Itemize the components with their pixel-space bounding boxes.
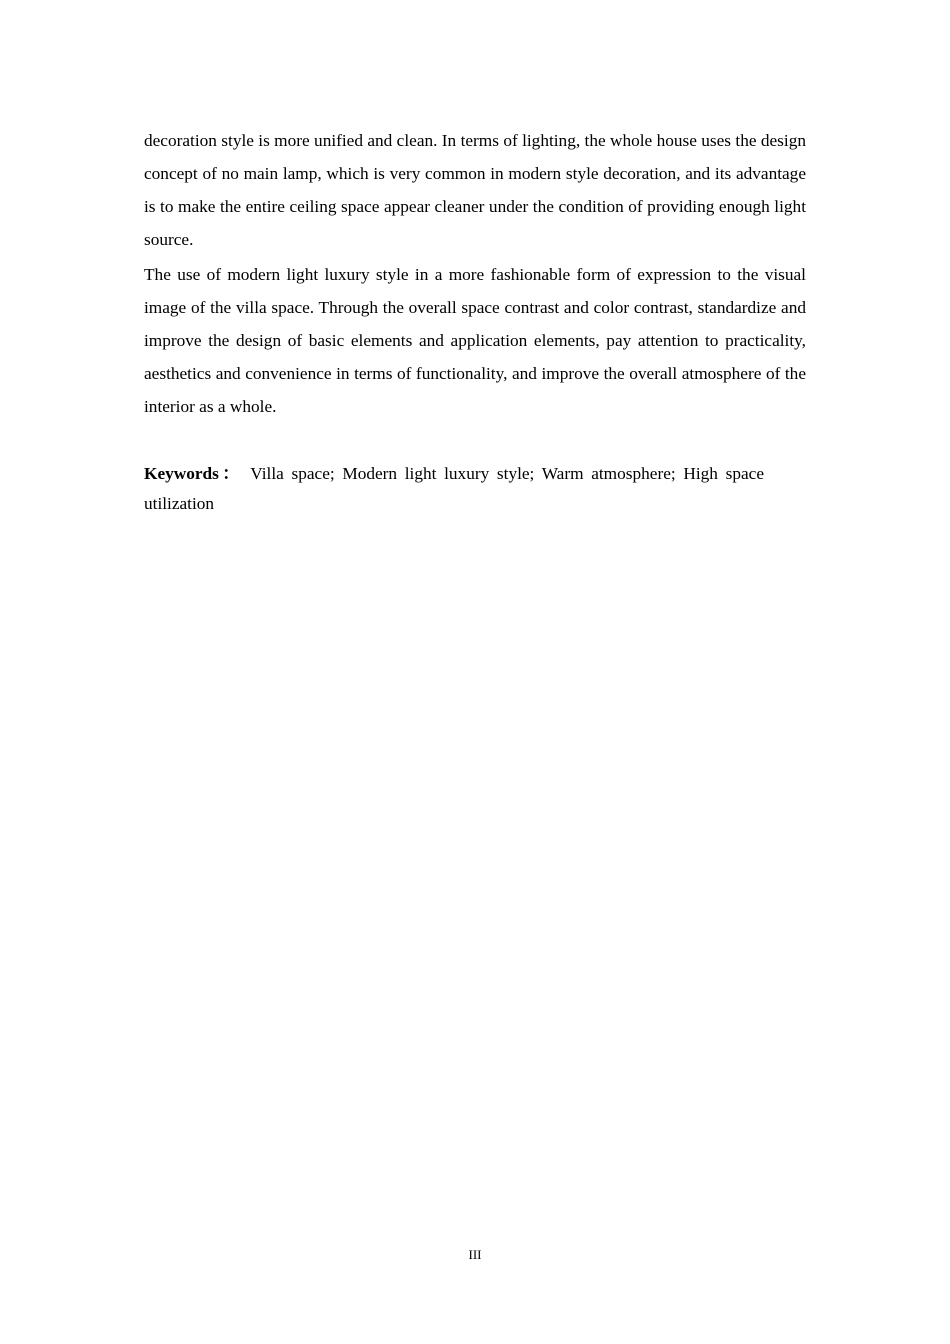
abstract-body <box>144 124 806 423</box>
keywords-text: Villa space; Modern light luxury style; Warm atmosphere; High space utilization <box>144 464 764 513</box>
page-number: III <box>468 1247 482 1262</box>
paragraph-style-summary: The use of modern light luxury style in a more fashionable form of expression to the visual image of the villa space. Through the overall space contrast and color contrast, standardize and improve the design of basic elements and application elements, pay attention to practicality, aesthetics and convenience in terms of functionality, and improve the overall atmosphere of the interior as a whole. <box>144 265 806 416</box>
keywords-line <box>144 459 764 519</box>
paragraph-lighting: decoration style is more unified and clean. In terms of lighting, the whole house uses the design concept of no main lamp, which is very common in modern style decoration, and its advantage is to make the entire ceiling space appear cleaner under the condition of providing enough light source. <box>144 131 806 249</box>
keywords-label: Keywords： <box>144 464 243 483</box>
